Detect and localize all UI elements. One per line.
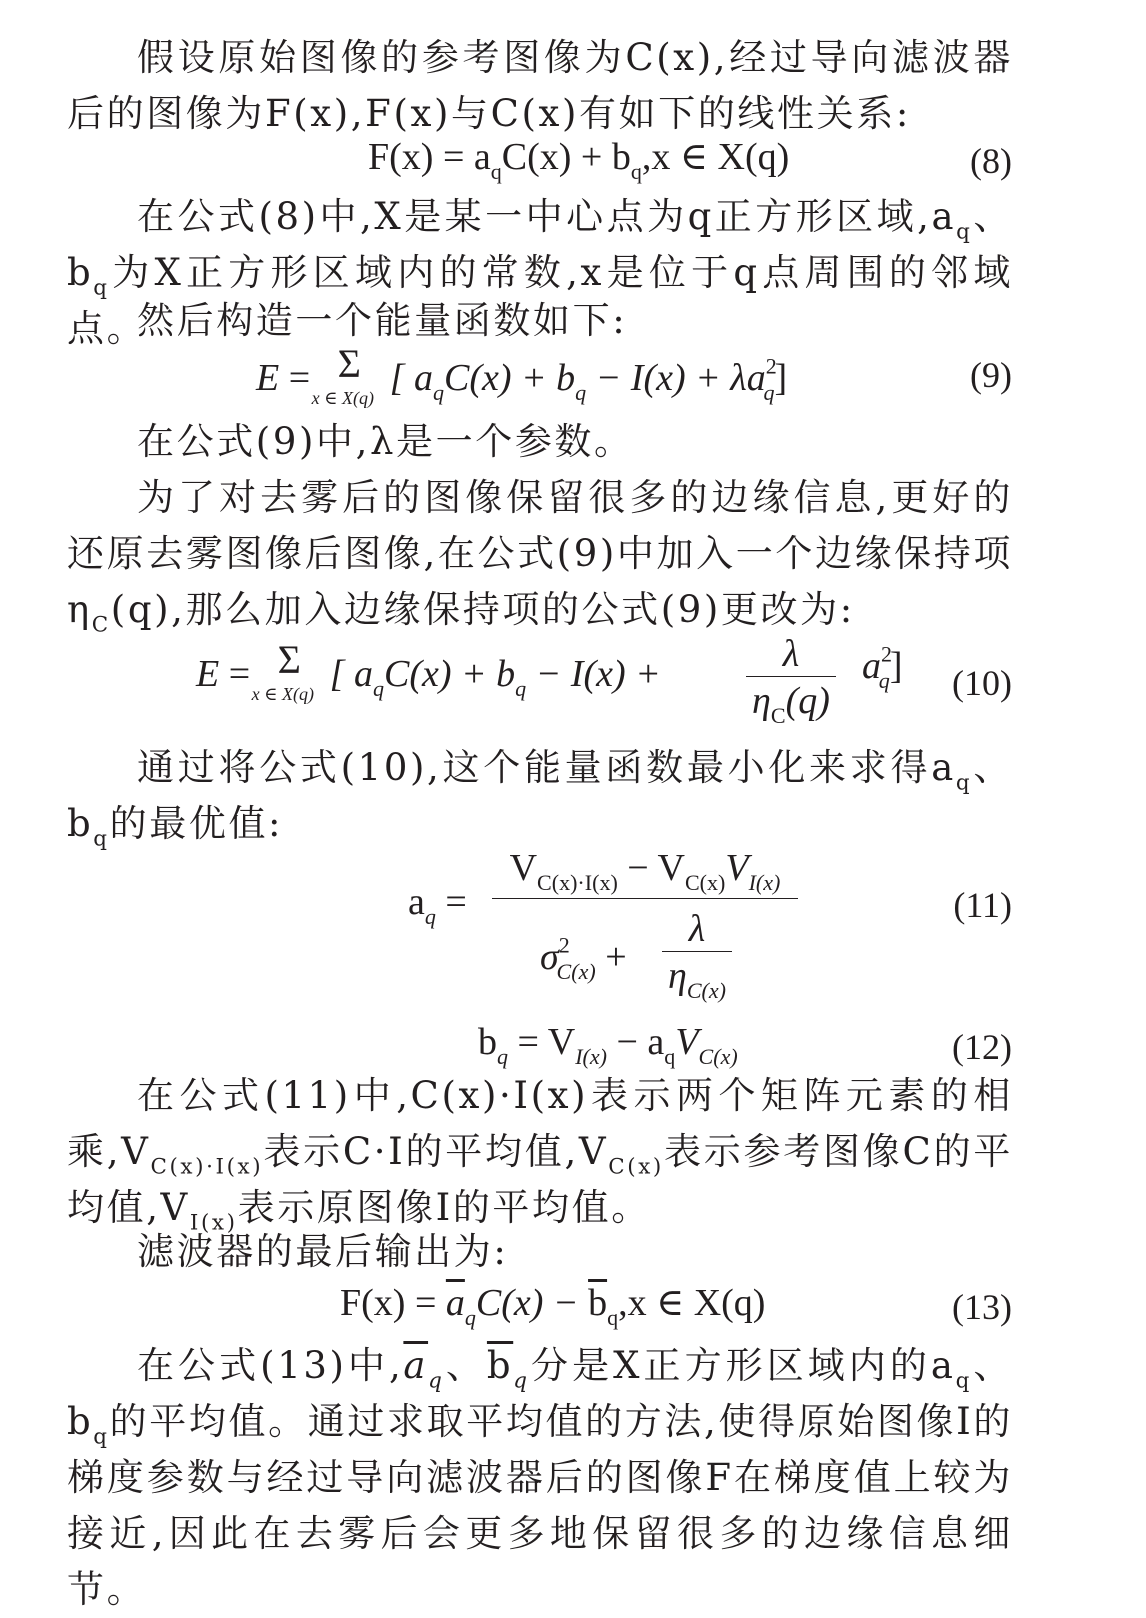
text: 在公式(13)中, [137,1344,404,1387]
subscript: q [956,219,973,245]
superscript: 2 [881,641,893,667]
overlined-term: $\overline{b}$ [486,1344,514,1387]
subscript: q [490,158,502,184]
text: 的平均值。通过求取平均值的方法,使得原始图像I的梯度参数与经过导向滤波器后的图像F在梯度值上较为接近,因此在去雾后会更多地保留很多的边缘信息细节。 [67,1400,1013,1611]
subscript: C(x) [556,958,596,984]
text: 滤波器的最后输出为: [137,1230,509,1273]
text: 在公式(11)中,C(x)·I(x)表示两个矩阵元素的相乘,V [67,1074,1014,1173]
subscript: C [91,612,111,638]
text: 为了对去雾后的图像保留很多的边缘信息,更好的还原去雾图像后图像,在公式(9)中加入一个边缘保持项η [67,476,1013,631]
sum-limit: x ∈ X(q) [251,684,314,704]
term: ] [889,645,903,687]
text: 在公式(8)中,X是某一中心点为q正方形区域,a [137,195,957,238]
sum-operator [251,637,330,704]
text: 表示C·I的平均值,V [263,1130,609,1173]
paragraph [67,414,1013,470]
superscript: 2 [765,353,777,379]
term: = [435,881,467,923]
subscript: C(x)·I(x) [150,1154,264,1180]
equation-8 [0,134,1146,194]
subscript: C(x) [608,1154,664,1180]
subscript: q [497,1043,509,1069]
equation-number: (10) [952,663,1012,703]
equation-13 [0,1280,1146,1340]
subscript: q [428,1368,445,1394]
subscript: C(x)·I(x) [537,869,618,895]
text: 、 [444,1344,487,1387]
term: (q) [785,680,830,722]
denominator [746,676,836,728]
sigma: Σ [277,637,301,682]
paragraph [67,470,1013,638]
paragraph [67,293,1013,349]
subscript: C(x) [684,869,726,895]
text: 的最优值: [109,802,284,845]
term: C(x) + b [443,357,576,399]
term: − a [607,1021,665,1063]
text: 表示参考图像C的平均值,V [67,1130,1013,1229]
subscript: C(x) [686,977,727,1003]
subscript: q [93,275,110,301]
term: C(x) + b [383,653,516,695]
paragraph [67,1224,1013,1280]
overlined-term: $\overline{a}$ [403,1344,429,1387]
term: a [862,645,881,687]
equation-10 [0,633,1146,740]
subscript: q [513,1368,530,1394]
term: − I(x) + [526,653,661,695]
equation-tail [862,641,903,693]
text: 然后构造一个能量函数如下: [137,299,628,342]
subscript: q [955,770,973,796]
text: 通过将公式(10),这个能量函数最小化来求得a [137,746,956,789]
text: 假设原始图像的参考图像为C(x),经过导向滤波器后的图像为F(x),F(x)与C(x)有如下的线性关系: [67,36,1013,135]
subscript: I(x) [748,869,781,895]
subscript: q [93,826,110,852]
equation-body [256,341,788,408]
subscript: q [372,675,384,701]
superscript: 2 [558,932,570,958]
term: − I(x) + λa [586,357,766,399]
term: η [752,680,771,722]
equation-number: (12) [952,1027,1012,1067]
term: V [725,847,749,889]
subscript: q [763,379,775,405]
term: η [668,955,687,997]
numerator [492,846,798,898]
paragraph [67,30,1013,142]
text: 表示原图像I的平均值。 [237,1186,651,1229]
term: b [478,1021,497,1063]
equation-body [368,134,790,184]
subscript: q [575,379,587,405]
fraction [492,846,798,1009]
subscript: q [630,158,642,184]
equation-number: (13) [952,1287,1012,1327]
overlined-term: $\overline{a}$ [445,1282,465,1324]
term: V [675,1021,699,1063]
term [540,932,627,984]
term: ,x ∈ X(q) [641,136,790,178]
term: E [196,653,220,695]
term: = V [508,1021,576,1063]
term: + [595,936,627,978]
subscript: q [93,1424,110,1450]
term: E [256,357,280,399]
term: a [408,881,425,923]
subscript: C(x) [698,1043,738,1069]
fraction [746,632,836,728]
text: 、b [67,1344,1013,1443]
sum-limit: x ∈ X(q) [311,388,374,408]
term: [ a [389,357,433,399]
denominator [662,951,732,1003]
subscript: I(x) [189,1210,238,1236]
sigma: Σ [337,341,361,386]
text: 在公式(9)中,λ是一个参数。 [137,420,634,463]
term: C(x) − [475,1282,589,1324]
equation-body [478,1020,738,1069]
term: C(x) + b [501,136,631,178]
overlined-term: $\overline{b}$ [588,1282,608,1324]
term: ] [774,357,788,399]
term: = [219,653,260,695]
text: (q),那么加入边缘保持项的公式(9)更改为: [110,588,855,631]
sum-operator [311,341,390,408]
equation-body [340,1280,766,1330]
subscript: q [432,379,444,405]
denominator [492,899,798,1009]
subscript: C [770,702,786,728]
numerator: λ [688,908,706,950]
term: F(x) = a [368,136,491,178]
term: − V [617,847,685,889]
subscript: q [878,667,890,693]
paragraph [67,1068,1013,1236]
subscript: q [955,1368,972,1394]
text: 、b [67,746,1013,845]
fraction [662,907,732,1003]
subscript: q [424,903,436,929]
equation-number: (9) [970,355,1012,395]
equation-9 [0,341,1146,408]
term: V [509,847,538,889]
paragraph [67,740,1013,852]
term: σ [540,936,559,978]
equation-lhs [408,880,467,929]
term: F(x) = [340,1282,446,1324]
subscript: q [464,1304,476,1330]
numerator: λ [782,633,800,675]
text: 、b [67,195,1013,294]
term: ,x ∈ X(q) [618,1282,766,1324]
subscript: q [515,675,527,701]
paragraph [67,1338,1013,1618]
subscript: q [664,1043,676,1069]
text: 为X正方形区域内的常数,x是位于q点周围的邻域点。 [67,251,1013,350]
term: [ a [329,653,373,695]
text: 分是X正方形区域内的a [529,1344,956,1387]
subscript: I(x) [575,1043,607,1069]
equation-body [196,637,661,704]
subscript: q [607,1304,619,1330]
term: = [279,357,320,399]
equation-number: (11) [953,885,1012,925]
equation-number: (8) [970,141,1012,181]
equation-11 [0,846,1146,1016]
